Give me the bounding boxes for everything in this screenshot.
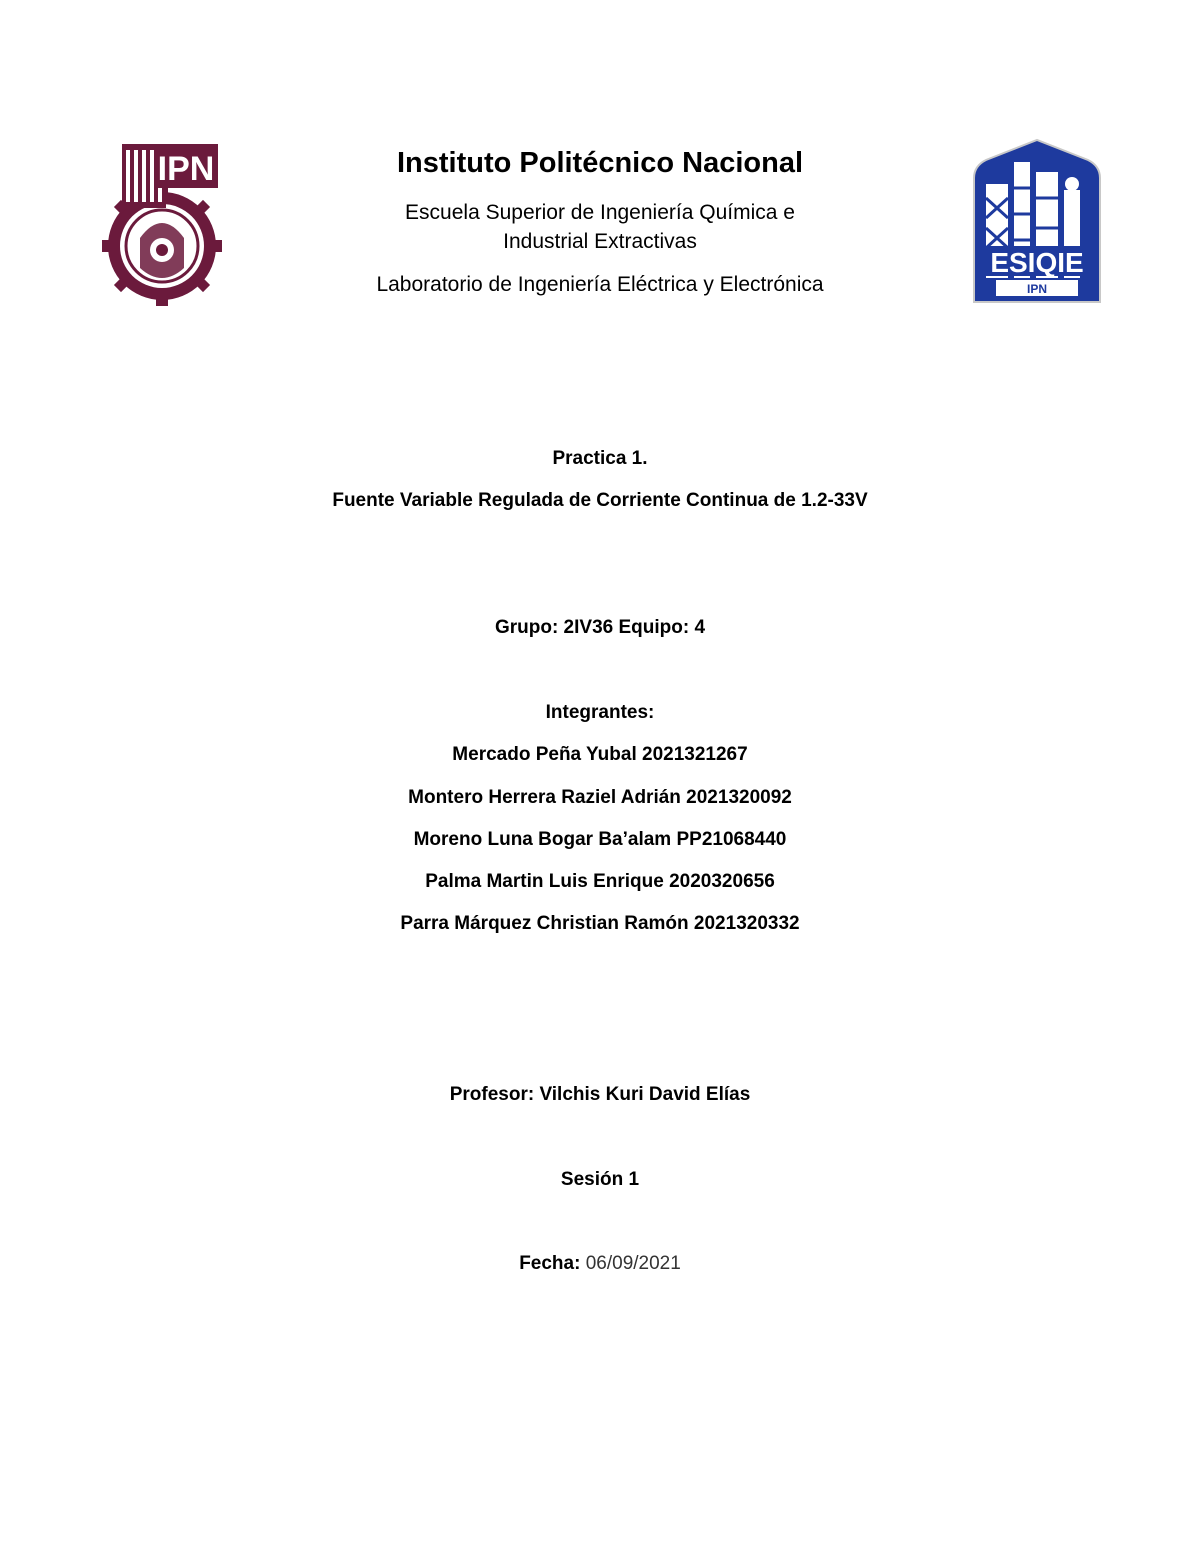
session: Sesión 1 xyxy=(560,1169,640,1190)
date-value: 06/09/2021 xyxy=(585,1253,681,1274)
member-item: Montero Herrera Raziel Adrián 2021320092 xyxy=(408,787,792,808)
members-heading: Integrantes: xyxy=(545,702,655,723)
member-item: Moreno Luna Bogar Ba’alam PP21068440 xyxy=(413,829,787,850)
school-name xyxy=(260,198,940,256)
ipn-logo-text: IPN xyxy=(157,150,215,188)
document-header xyxy=(260,140,940,299)
date-label: Fecha: xyxy=(519,1253,581,1274)
esiqie-logo xyxy=(972,138,1102,304)
school-line-2: Industrial Extractivas xyxy=(503,230,697,253)
professor: Profesor: Vilchis Kuri David Elías xyxy=(449,1084,751,1105)
member-item: Parra Márquez Christian Ramón 2021320332 xyxy=(400,913,800,934)
esiqie-logo-text: ESIQIE xyxy=(990,247,1084,278)
esiqie-logo-subtext: IPN xyxy=(1026,282,1048,296)
member-item: Mercado Peña Yubal 2021321267 xyxy=(452,744,748,765)
member-item: Palma Martin Luis Enrique 2020320656 xyxy=(425,871,775,892)
practice-number: Practica 1. xyxy=(552,448,648,469)
practice-title: Fuente Variable Regulada de Corriente Continua de 1.2-33V xyxy=(332,490,868,511)
institution-title: Instituto Politécnico Nacional xyxy=(396,147,804,179)
group-info: Grupo: 2IV36 Equipo: 4 xyxy=(494,617,706,638)
date-line xyxy=(0,1251,1200,1277)
ipn-logo xyxy=(92,138,232,310)
school-line-1: Escuela Superior de Ingeniería Química e xyxy=(405,201,795,224)
lab-name: Laboratorio de Ingeniería Eléctrica y Electrónica xyxy=(376,273,824,296)
